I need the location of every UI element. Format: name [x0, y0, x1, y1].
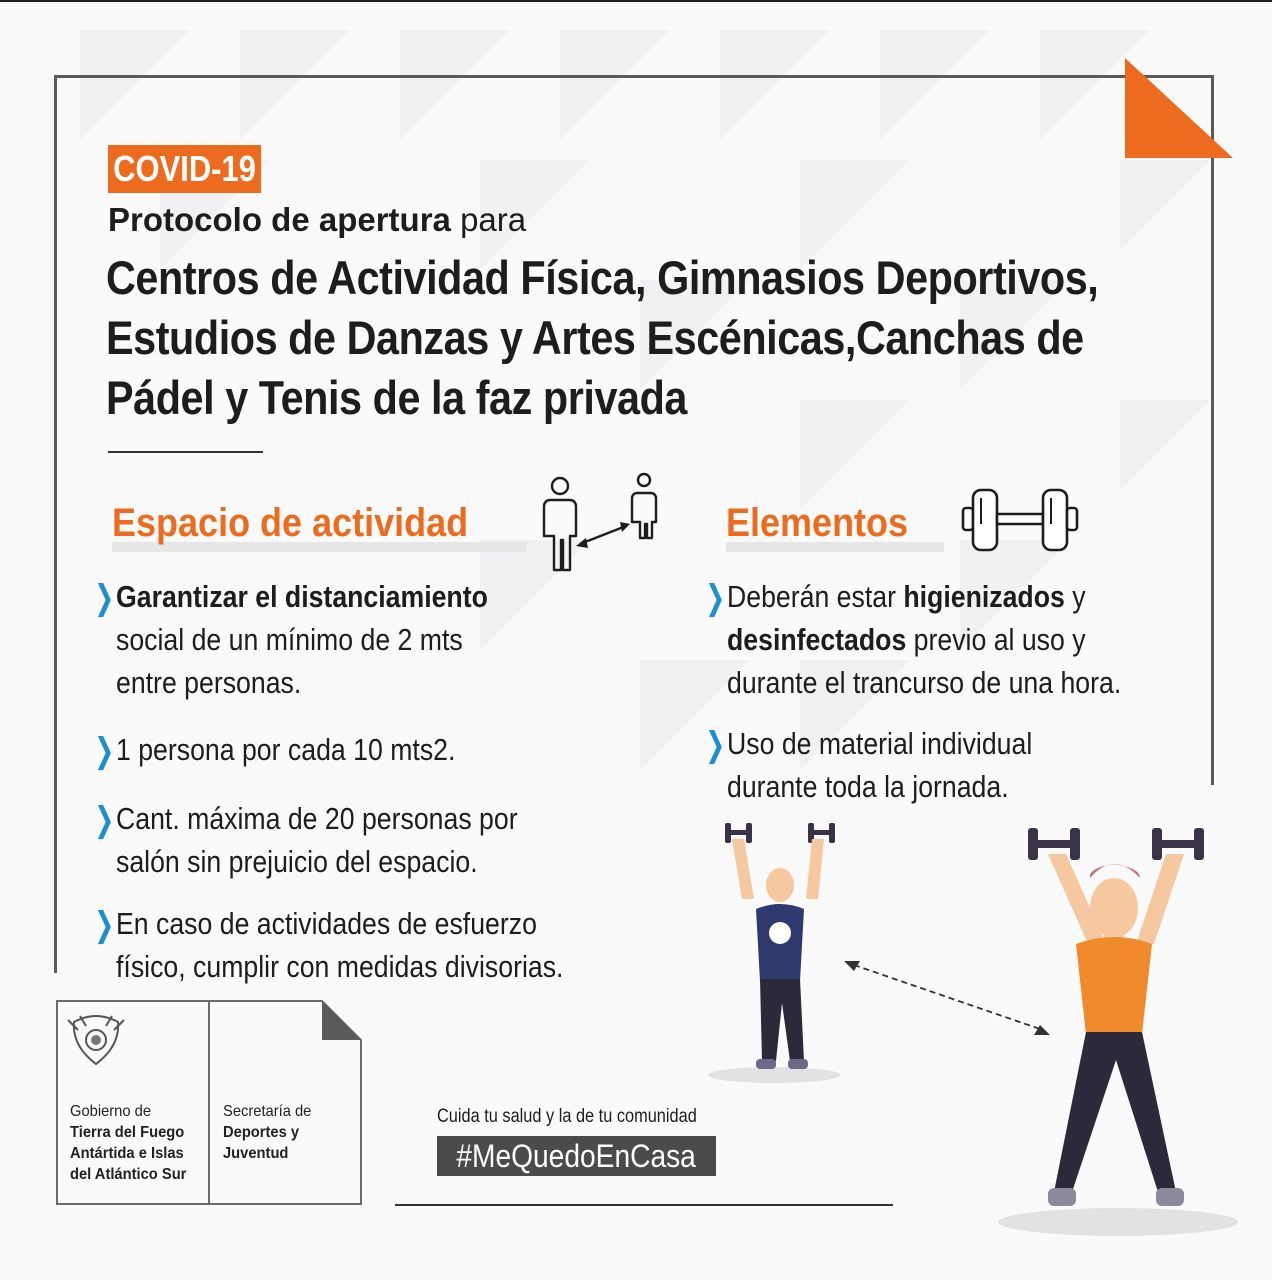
item-line: [727, 618, 1086, 661]
chevron-right-icon: ❯: [94, 579, 115, 617]
list-item: [94, 728, 511, 771]
province-seal-icon: [66, 1012, 126, 1068]
item-text-bold: higienizados: [903, 579, 1065, 614]
logo-line: Juventud: [223, 1145, 289, 1162]
item-line: Cant. máxima de 20 personas por: [116, 801, 518, 836]
frame-top-line: [54, 75, 1214, 78]
item-line: entre personas.: [116, 665, 302, 700]
item-text-bold: desinfectados: [727, 622, 907, 657]
chevron-right-icon: ❯: [94, 906, 115, 944]
subtitle: [108, 197, 526, 243]
footer-tagline: [437, 1104, 739, 1130]
footer-rule: [395, 1204, 893, 1206]
logo-line: Antártida e Islas: [70, 1145, 184, 1162]
secretariat-name: [223, 1101, 319, 1164]
top-border-line: [0, 0, 1272, 2]
logo-line: Secretaría de: [223, 1103, 312, 1120]
title-line: Estudios de Danzas y Artes Escénicas,Canchas de: [106, 311, 1084, 364]
section-title-space: [112, 500, 508, 550]
item-line: [727, 575, 1086, 618]
government-name: [70, 1101, 197, 1185]
item-line: salón sin prejuicio del espacio.: [116, 844, 478, 879]
chevron-right-icon: ❯: [705, 726, 726, 764]
logo-line: Gobierno de: [70, 1103, 152, 1120]
page-title: [106, 248, 1216, 428]
title-line: Pádel y Tenis de la faz privada: [106, 371, 687, 424]
item-line: durante el trancurso de una hora.: [727, 665, 1122, 700]
section-title-text: Espacio de actividad: [112, 501, 469, 545]
item-text: Deberán estar: [727, 579, 904, 614]
tagline-text: Cuida tu salud y la de tu comunidad: [437, 1106, 697, 1127]
social-distance-people-icon: [534, 470, 664, 578]
list-item: [705, 575, 1185, 704]
logo-line: del Atlántico Sur: [70, 1166, 187, 1183]
list-item: [94, 575, 548, 704]
orange-corner-triangle: [1125, 58, 1233, 160]
item-line: 1 persona por cada 10 mts2.: [116, 732, 456, 767]
chevron-right-icon: ❯: [94, 801, 115, 839]
man-lifting-dumbbells-illustration: [700, 815, 850, 1085]
dumbbell-icon: [957, 484, 1087, 556]
list-item: [705, 722, 1082, 808]
chevron-right-icon: ❯: [705, 579, 726, 617]
frame-left-line: [54, 75, 57, 973]
item-line: Uso de material individual: [727, 726, 1033, 761]
logo-line: Deportes y: [223, 1124, 300, 1141]
subtitle-bold: Protocolo de apertura: [108, 201, 451, 238]
item-line: Garantizar el distanciamiento: [116, 579, 488, 614]
item-line: social de un mínimo de 2 mts: [116, 622, 463, 657]
covid-badge: COVID-19: [108, 145, 261, 193]
distance-arrow: [840, 955, 1055, 1040]
list-item: [94, 902, 636, 988]
item-text: previo al uso y: [906, 622, 1086, 657]
title-divider: [108, 451, 263, 453]
item-line: físico, cumplir con medidas divisorias.: [116, 949, 564, 984]
item-text: y: [1064, 579, 1086, 614]
hashtag-badge: [437, 1136, 716, 1176]
subtitle-rest: para: [460, 201, 527, 238]
section-title-text: Elementos: [726, 501, 909, 545]
logo-line: Tierra del Fuego: [70, 1124, 185, 1141]
item-line: En caso de actividades de esfuerzo: [116, 906, 537, 941]
item-line: durante toda la jornada.: [727, 769, 1009, 804]
frame-right-line: [1211, 75, 1214, 785]
section-title-elements: [726, 500, 928, 550]
hashtag-text: #MeQuedoEnCasa: [456, 1138, 697, 1174]
chevron-right-icon: ❯: [94, 732, 115, 770]
list-item: [94, 797, 583, 883]
title-line: Centros de Actividad Física, Gimnasios Deportivos,: [106, 251, 1099, 304]
